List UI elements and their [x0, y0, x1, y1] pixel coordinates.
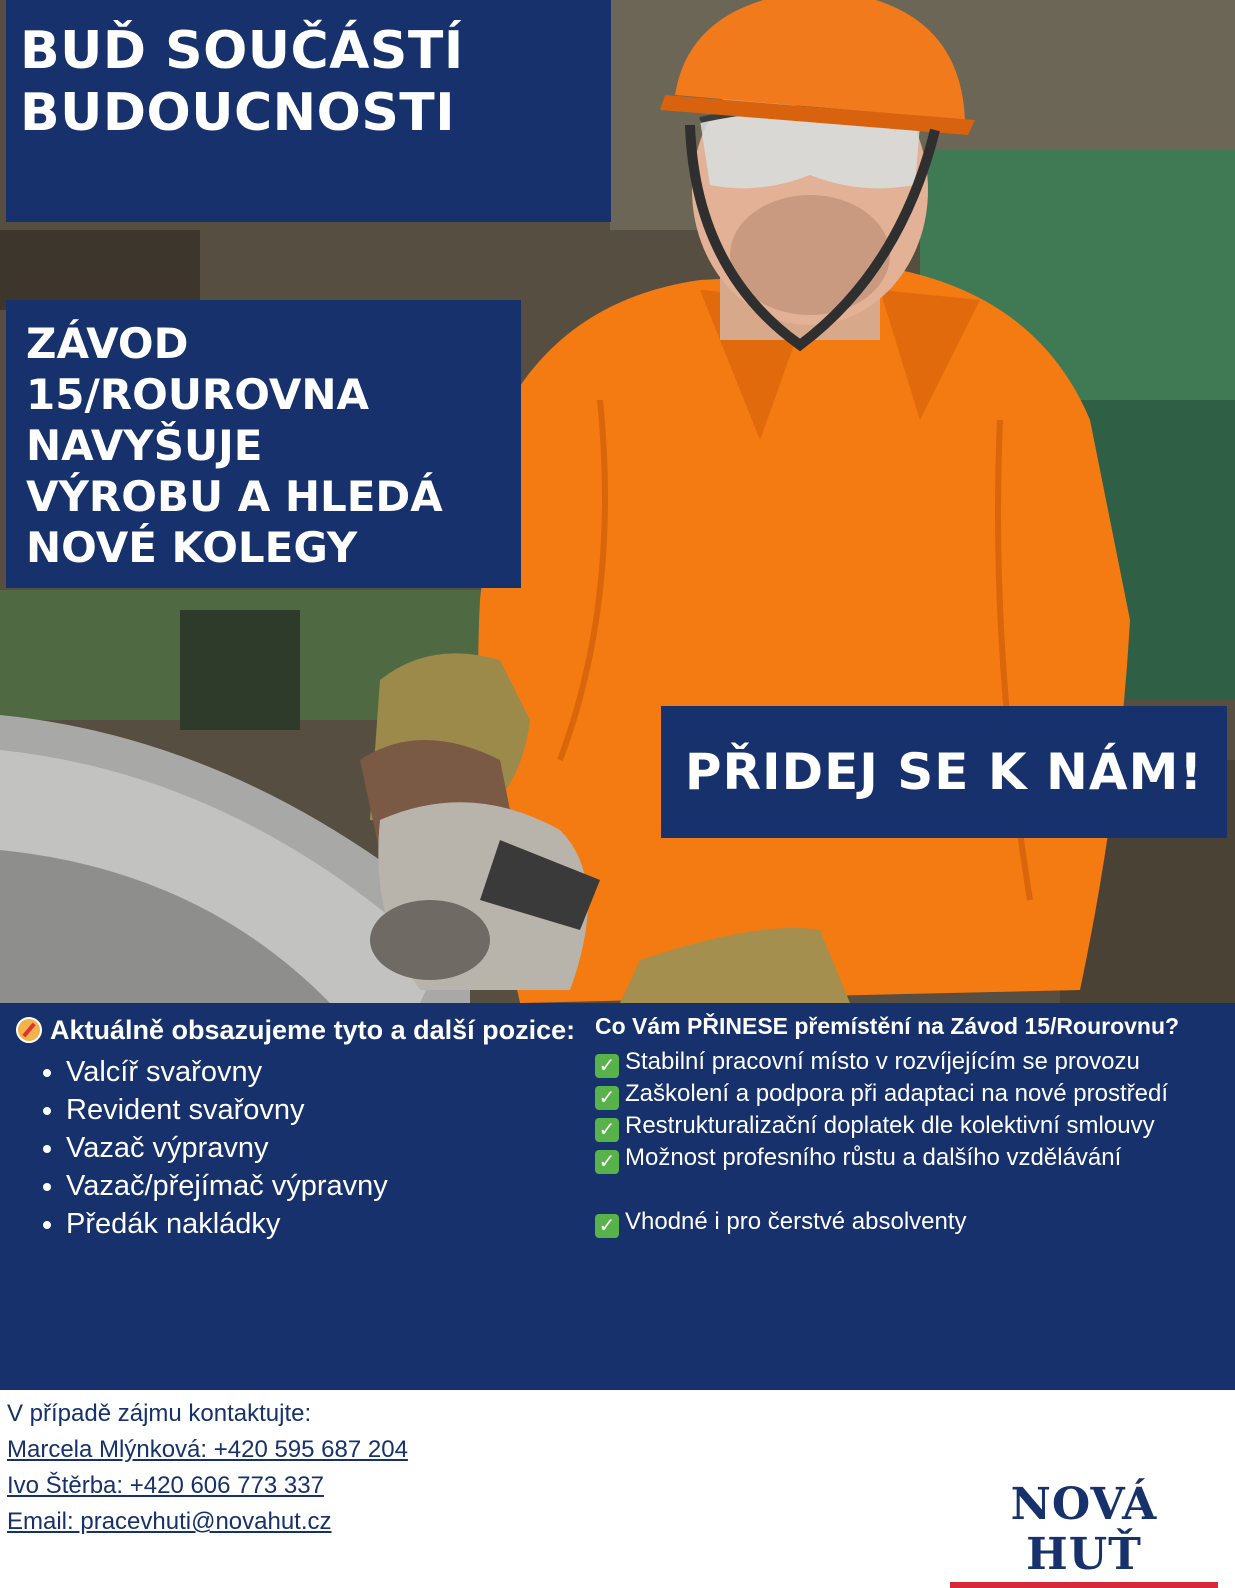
logo-underline [950, 1582, 1218, 1588]
compass-icon [16, 1017, 42, 1043]
benefit-item [595, 1142, 1225, 1174]
positions-column [16, 1011, 576, 1243]
benefit-item [595, 1078, 1225, 1110]
headline-line-5: NOVÉ KOLEGY [26, 523, 358, 572]
contact-phone-link-2[interactable]: Ivo Štěrba: +420 606 773 337 [7, 1472, 324, 1499]
logo-text: NOVÁ HUŤ [1010, 1479, 1158, 1580]
check-mark-icon: ✓ [595, 1086, 619, 1110]
benefit-text: Restrukturalizační doplatek dle kolektivní smlouvy [625, 1112, 1155, 1139]
positions-list [16, 1053, 576, 1243]
title-line-1: BUĎ SOUČÁSTÍ [20, 21, 464, 81]
positions-heading-text: Aktuálně obsazujeme tyto a další pozice: [50, 1015, 576, 1045]
list-item: • Vazač/přejímač výpravny [66, 1167, 576, 1205]
company-logo [950, 1480, 1218, 1588]
list-item: • Vazač výpravny [66, 1129, 576, 1167]
list-item: • Valcíř svařovny [66, 1053, 576, 1091]
contact-phone-link-1[interactable]: Marcela Mlýnková: +420 595 687 204 [7, 1436, 408, 1463]
benefit-text: Zaškolení a podpora při adaptaci na nové prostředí [625, 1080, 1169, 1107]
benefit-item [595, 1046, 1225, 1078]
headline-line-3: NAVYŠUJE [26, 421, 263, 470]
benefit-item [595, 1206, 1225, 1238]
check-mark-icon: ✓ [595, 1150, 619, 1174]
benefit-text: Vhodné i pro čerstvé absolventy [625, 1208, 967, 1235]
title-box [6, 0, 611, 222]
headline-line-1: ZÁVOD [26, 319, 189, 368]
benefit-text: Stabilní pracovní místo v rozvíjejícím se provozu [625, 1048, 1140, 1075]
contact-email-link[interactable]: Email: pracevhuti@novahut.cz [7, 1508, 332, 1535]
info-section [0, 1003, 1235, 1390]
cta-text: PŘIDEJ SE K NÁM! [684, 743, 1204, 801]
benefits-column [595, 1011, 1225, 1238]
title-line-2: BUDOUCNOSTI [20, 83, 456, 143]
check-mark-icon: ✓ [595, 1054, 619, 1078]
headline-box [6, 300, 521, 588]
list-item: • Předák nakládky [66, 1205, 576, 1243]
check-mark-icon: ✓ [595, 1214, 619, 1238]
benefits-heading: Co Vám PŘINESE přemístění na Závod 15/Rourovnu? [595, 1013, 1180, 1039]
headline-line-4: VÝROBU A HLEDÁ [26, 472, 443, 521]
contact-block [7, 1396, 707, 1540]
check-mark-icon: ✓ [595, 1118, 619, 1142]
cta-banner [661, 706, 1227, 838]
benefit-text: Možnost profesního růstu a dalšího vzdělávání [625, 1144, 1122, 1171]
benefit-item [595, 1110, 1225, 1142]
positions-heading [16, 1011, 576, 1049]
headline-line-2: 15/ROUROVNA [26, 370, 370, 419]
list-item: • Revident svařovny [66, 1091, 576, 1129]
contact-intro: V případě zájmu kontaktujte: [7, 1400, 312, 1427]
